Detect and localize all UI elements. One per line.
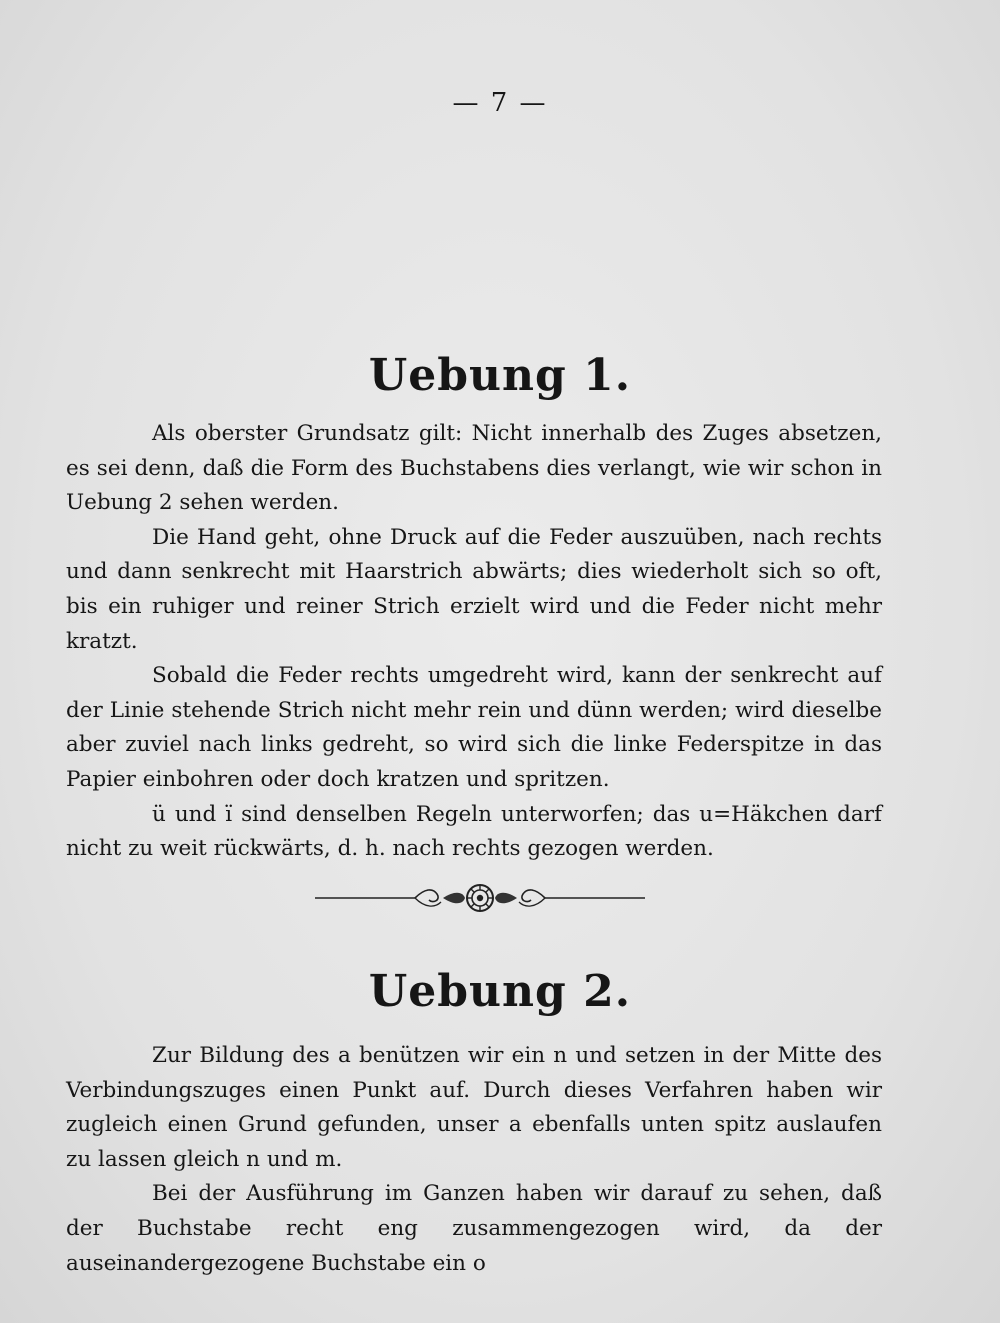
paragraph: Zur Bildung des a benützen wir ein n und setzen in der Mitte des Verbindungszuges einen Punkt auf. Durch dieses Verfahren haben wir zugleich einen Grund gefunden, unser a ebenfalls unten spitz auslaufen zu lassen gleich n und m.: [66, 1043, 882, 1172]
page-number: — 7 —: [452, 88, 548, 118]
paragraph: Als oberster Grundsatz gilt: Nicht innerhalb des Zuges absetzen, es sei denn, daß die Form des Buchstabens dies verlangt, wie wir schon in Uebung 2 sehen werden.: [66, 421, 882, 516]
paragraph: Sobald die Feder rechts umgedreht wird, kann der senkrecht auf der Linie stehende Strich nicht mehr rein und dünn werden; wird dieselbe aber zuviel nach links gedreht, so wird sich die linke Federspitze in das Papier einbohren oder doch kratzen und spritzen.: [66, 663, 882, 792]
section-heading-uebung-1: Uebung 1.: [368, 350, 632, 401]
fleuron-divider-icon: [315, 880, 645, 916]
section-body-uebung-1: [66, 417, 882, 867]
section-body-uebung-2: [66, 1039, 882, 1281]
paragraph: ü und ï sind denselben Regeln unterworfen; das u=Häkchen darf nicht zu weit rückwärts, d. h. nach rechts gezogen werden.: [66, 801, 882, 862]
paragraph: Bei der Ausführung im Ganzen haben wir darauf zu sehen, daß der Buchstabe recht eng zusammengezogen wird, da der auseinandergezogene Buchstabe ein o: [66, 1181, 882, 1276]
paragraph: Die Hand geht, ohne Druck auf die Feder auszuüben, nach rechts und dann senkrecht mit Haarstrich abwärts; dies wiederholt sich so oft, bis ein ruhiger und reiner Strich erzielt wird und die Feder nicht mehr kratzt.: [66, 524, 882, 654]
section-heading-uebung-2: Uebung 2.: [368, 966, 632, 1017]
